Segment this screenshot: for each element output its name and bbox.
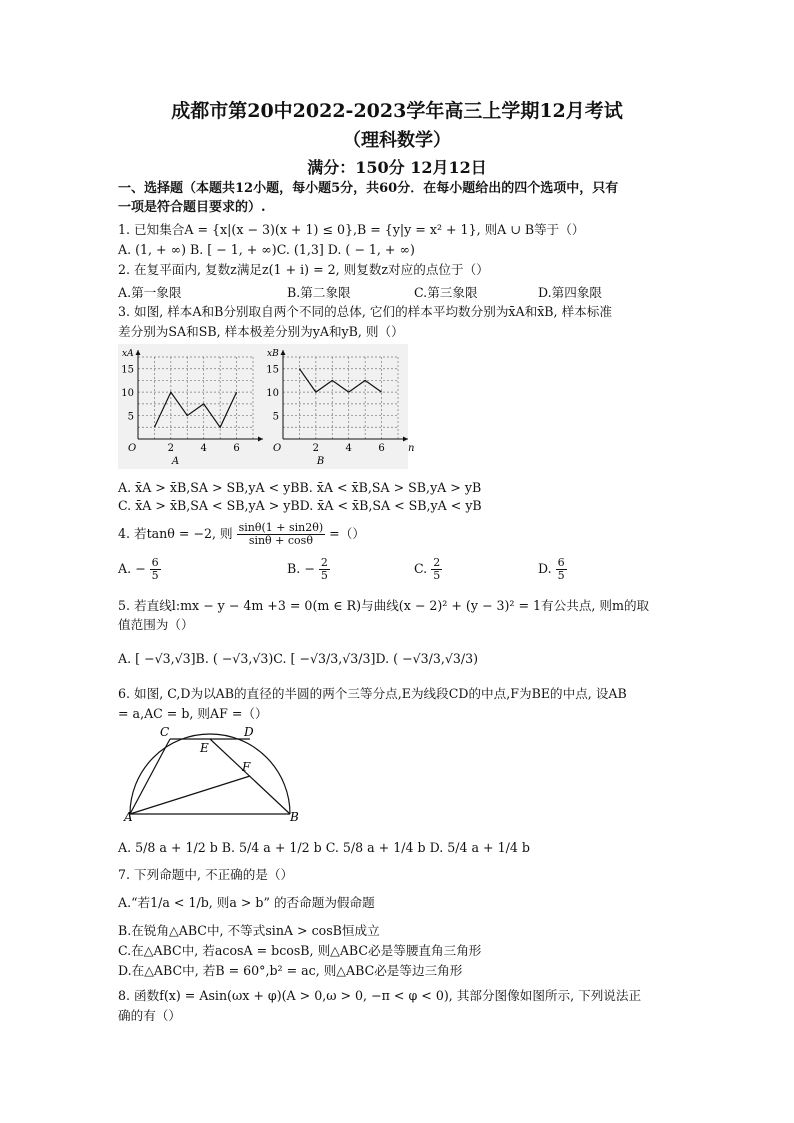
q1-options: A. (1, + ∞) B. [ − 1, + ∞)C. (1,3] D. ( − 1, + ∞) bbox=[118, 242, 415, 257]
q3-options-cont: C. x̄A > x̄B,SA < SB,yA > yBD. x̄A < x̄B,SA < SB,yA < yB bbox=[118, 498, 482, 513]
exam-subtitle: （理科数学） bbox=[343, 130, 451, 151]
q4-option-d-num: 6 bbox=[557, 556, 565, 569]
section-heading-cont: 一项是符合题目要求的）. bbox=[118, 200, 266, 215]
chart-b-y-tick-label: 10 bbox=[266, 388, 279, 400]
chart-b bbox=[263, 344, 414, 469]
chart-a-x-tick-label: 2 bbox=[167, 443, 175, 454]
q2-option-c: C.第三象限 bbox=[414, 285, 478, 300]
chart-b-caption: B bbox=[316, 456, 325, 467]
q3-figure bbox=[118, 344, 415, 474]
q6-stem: 6. 如图, C,D为以AB的直径的半圆的两个三等分点,E为线段CD的中点,F为BE的中点, 设AB bbox=[118, 686, 627, 701]
chart-a-caption: A bbox=[171, 456, 180, 467]
q6-stem-cont: = a,AC = b, 则AF =（） bbox=[118, 706, 268, 721]
q4-fraction bbox=[237, 522, 326, 547]
q3-stem-cont: 差分别为SA和SB, 样本极差分别为yA和yB, 则（） bbox=[118, 324, 404, 339]
label-d: D bbox=[244, 725, 254, 739]
q4-option-a-label: A. − bbox=[118, 561, 146, 576]
q5-stem-cont: 值范围为（） bbox=[118, 617, 194, 632]
q3-options: A. x̄A > x̄B,SA > SB,yA < yBB. x̄A < x̄B,SA > SB,yA > yB bbox=[118, 480, 482, 495]
label-e: E bbox=[200, 741, 209, 755]
q5-stem: 5. 若直线l:mx − y − 4m +3 = 0(m ∈ R)与曲线(x − 2)² + (y − 3)² = 1有公共点, 则m的取 bbox=[118, 598, 650, 613]
q4-stem-pre: 4. 若tanθ = −2, 则 bbox=[118, 526, 233, 541]
chart-a-y-tick-label: 10 bbox=[121, 388, 134, 400]
chart-b-x-tick-label: 6 bbox=[378, 443, 385, 454]
label-a: A bbox=[124, 810, 133, 824]
q4-fraction-den: sinθ + cosθ bbox=[248, 534, 313, 547]
q4-option-d-den: 5 bbox=[557, 569, 565, 582]
chart-b-x-tick-label: 4 bbox=[345, 443, 352, 454]
q4-option-a bbox=[118, 557, 161, 582]
q4-stem-post: =（） bbox=[329, 526, 365, 541]
chart-b-x-axis-label: n bbox=[408, 443, 415, 454]
q5-options: A. [ −√3,√3]B. ( −√3,√3)C. [ −√3/3,√3/3]D. ( −√3/3,√3/3) bbox=[118, 651, 479, 666]
chart-a bbox=[118, 344, 269, 469]
chart-b-y-axis-label: xB bbox=[267, 349, 279, 359]
q4-option-c-frac bbox=[431, 557, 442, 582]
q6-semicircle-figure bbox=[118, 722, 298, 822]
q7-option-c: C.在△ABC中, 若acosA = bcosB, 则△ABC必是等腰直角三角形 bbox=[118, 943, 482, 958]
q4-option-b-label: B. − bbox=[287, 561, 315, 576]
chart-a-background bbox=[118, 344, 263, 469]
exam-title: 成都市第20中2022-2023学年高三上学期12月考试 bbox=[171, 100, 623, 122]
chart-a-x-tick-label: 6 bbox=[233, 443, 240, 454]
q4-option-d bbox=[538, 557, 567, 582]
q8-stem: 8. 函数f(x) = Asin(ωx + φ)(A > 0,ω > 0, −π < φ < 0), 其部分图像如图所示, 下列说法正 bbox=[118, 988, 642, 1003]
chart-b-y-tick-label: 5 bbox=[272, 411, 279, 423]
q4-option-a-num: 6 bbox=[151, 556, 159, 569]
q4-option-d-frac bbox=[556, 557, 567, 582]
q2-option-a: A.第一象限 bbox=[118, 285, 182, 300]
q4-option-b-num: 2 bbox=[320, 556, 328, 569]
chart-b-origin-label: O bbox=[273, 443, 282, 454]
semicircle-arc bbox=[130, 734, 290, 814]
q3-stem: 3. 如图, 样本A和B分别取自两个不同的总体, 它们的样本平均数分别为x̄A和x̄B, 样本标准 bbox=[118, 304, 612, 319]
chart-b-x-tick-label: 2 bbox=[312, 443, 320, 454]
q4-option-c-den: 5 bbox=[433, 569, 441, 582]
segment-af bbox=[130, 776, 250, 814]
label-c: C bbox=[160, 725, 170, 739]
chart-a-y-tick-label: 15 bbox=[121, 364, 134, 376]
chart-a-x-tick-label: 4 bbox=[200, 443, 207, 454]
q7-option-b: B.在锐角△ABC中, 不等式sinA > cosB恒成立 bbox=[118, 923, 380, 938]
q8-stem-cont: 确的有（） bbox=[118, 1008, 181, 1023]
q4-option-c bbox=[414, 557, 442, 582]
chart-b-background bbox=[263, 344, 408, 469]
section-heading: 一、选择题（本题共12小题，每小题5分，共60分．在每小题给出的四个选项中，只有 bbox=[118, 181, 619, 196]
q4-option-d-label: D. bbox=[538, 561, 552, 576]
exam-meta: 满分：150分 12月12日 bbox=[307, 158, 487, 177]
q4-option-c-label: C. bbox=[414, 561, 428, 576]
q4-option-a-frac bbox=[150, 557, 161, 582]
chart-a-y-axis-label: xA bbox=[122, 349, 134, 359]
q4-option-b bbox=[287, 557, 330, 582]
q2-option-d: D.第四象限 bbox=[538, 285, 603, 300]
q4-fraction-num: sinθ(1 + sin2θ) bbox=[238, 521, 324, 534]
label-b: B bbox=[290, 810, 299, 824]
q4-option-a-den: 5 bbox=[151, 569, 159, 582]
q7-stem: 7. 下列命题中, 不正确的是（） bbox=[118, 867, 294, 882]
chart-b-y-tick-label: 15 bbox=[266, 364, 279, 376]
q4-option-c-num: 2 bbox=[433, 556, 441, 569]
q7-option-a: A.“若1/a < 1/b, 则a > b” 的否命题为假命题 bbox=[118, 895, 375, 910]
q2-stem: 2. 在复平面内, 复数z满足z(1 + i) = 2, 则复数z对应的点位于（） bbox=[118, 262, 489, 277]
q2-option-b: B.第二象限 bbox=[287, 285, 351, 300]
q1-stem: 1. 已知集合A = {x|(x − 3)(x + 1) ≤ 0},B = {y|y = x² + 1}, 则A ∪ B等于（） bbox=[118, 222, 585, 237]
chart-a-origin-label: O bbox=[128, 443, 137, 454]
q4-option-b-frac bbox=[319, 557, 330, 582]
q4-option-b-den: 5 bbox=[320, 569, 328, 582]
q6-options: A. 5/8 a + 1/2 b B. 5/4 a + 1/2 b C. 5/8 a + 1/4 b D. 5/4 a + 1/4 b bbox=[118, 840, 530, 855]
chart-a-y-tick-label: 5 bbox=[127, 411, 134, 423]
label-f: F bbox=[242, 760, 251, 774]
q7-option-d: D.在△ABC中, 若B = 60°,b² = ac, 则△ABC必是等边三角形 bbox=[118, 963, 463, 978]
q4-stem bbox=[118, 522, 678, 548]
